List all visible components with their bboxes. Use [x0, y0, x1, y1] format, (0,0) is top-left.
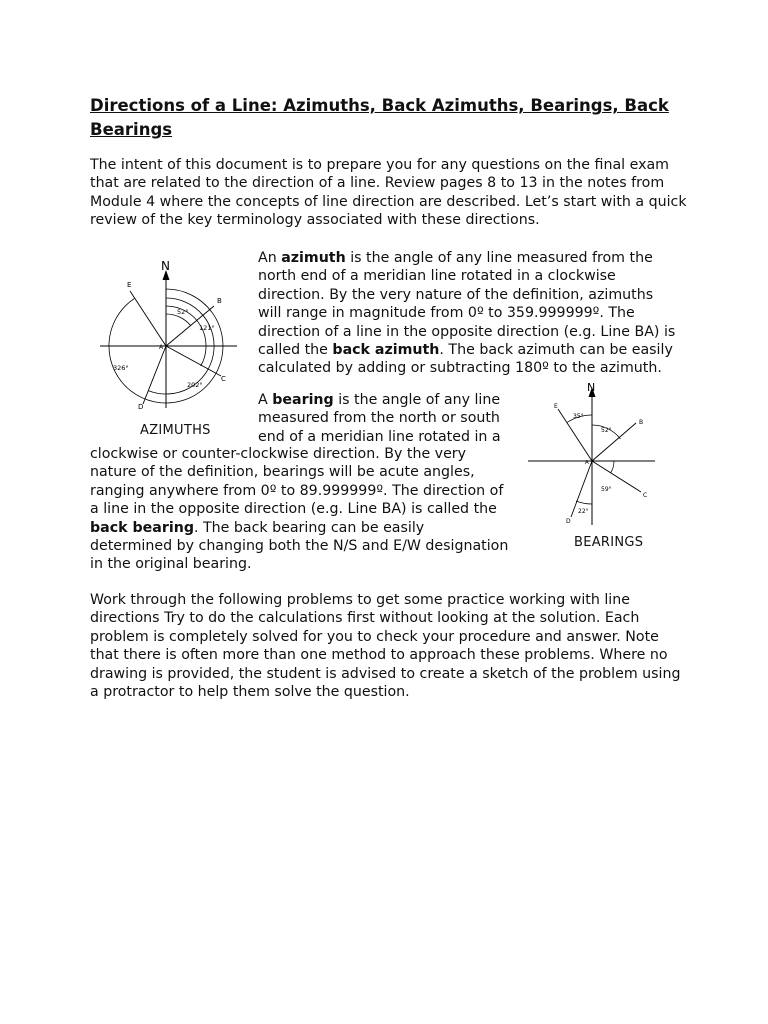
bearing-point-c: C	[643, 492, 648, 499]
bearing-caption: BEARINGS	[574, 535, 644, 550]
bearing-north-label: N	[587, 381, 596, 394]
bearing-paragraph-rest: clockwise or counter-clockwise direction. By the very nature of the definition, bearings will be acute angles, ranging anywhere from 0º to 89.999999º. The direction of a line in the opposite direction (e.g. Line BA) is called the back bearing. The back bearing can be easily determined by changing both the N/S and E/W designation in the original bearing.	[90, 446, 509, 573]
azimuth-angle-326: 326°	[113, 364, 129, 372]
bearing-angle-22: 22°	[578, 508, 589, 515]
intro-paragraph: The intent of this document is to prepare you for any questions on the final exam that are related to the direction of a line. Review pages 8 to 13 in the notes from Module 4 where the concepts of line direction are described. Let’s start with a quick review of the key terminology associated with these directions.	[90, 157, 687, 229]
azimuth-angle-121: 121°	[199, 324, 215, 332]
bearing-diagram	[526, 380, 658, 530]
azimuth-point-b: B	[217, 297, 222, 305]
azimuth-diagram	[96, 256, 246, 416]
bearing-point-a: A	[585, 460, 589, 466]
azimuth-paragraph: An azimuth is the angle of any line measured from the north end of a meridian line rotated in a clockwise direction. By the very nature of the definition, azimuths will range in magnitude from 0º to 359.999999º. The direction of a line in the opposite direction (e.g. Line BA) is called the back azimuth. The back azimuth can be easily calculated by adding or subtracting 180º to the azimuth.	[258, 250, 676, 377]
azimuth-angle-202: 202°	[187, 381, 203, 389]
bearing-paragraph-start: A bearing is the angle of any line measured from the north or south end of a meridian line rotated in a	[258, 392, 501, 445]
back-bearing-term: back bearing	[90, 519, 194, 536]
bearing-angle-35: 35°	[573, 413, 584, 420]
azimuth-term: azimuth	[281, 250, 346, 266]
bearing-angle-59: 59°	[601, 486, 612, 493]
azimuth-caption: AZIMUTHS	[140, 423, 211, 438]
page-title: Directions of a Line: Azimuths, Back Azimuths, Bearings, Back Bearings	[90, 96, 669, 139]
azimuth-point-d: D	[138, 403, 144, 411]
bearing-point-e: E	[554, 403, 558, 410]
azimuth-point-c: C	[221, 375, 226, 383]
azimuth-point-a: A	[159, 344, 164, 351]
bearing-term: bearing	[272, 392, 334, 408]
azimuth-angle-52: 52°	[177, 308, 189, 316]
azimuth-point-e: E	[127, 281, 132, 289]
bearing-angle-52: 52°	[601, 427, 612, 434]
bearing-point-d: D	[566, 518, 571, 525]
back-azimuth-term: back azimuth	[332, 342, 440, 359]
azimuth-north-label: N	[161, 259, 170, 273]
bearing-point-b: B	[639, 419, 644, 426]
practice-paragraph: Work through the following problems to get some practice working with line directions Try to do the calculations first without looking at the solution. Each problem is completely solved for you to check your procedure and answer. Note that there is often more than one method to approach these problems. Where no drawing is provided, the student is advised to create a sketch of the problem using a protractor to help them solve the question.	[90, 592, 681, 701]
